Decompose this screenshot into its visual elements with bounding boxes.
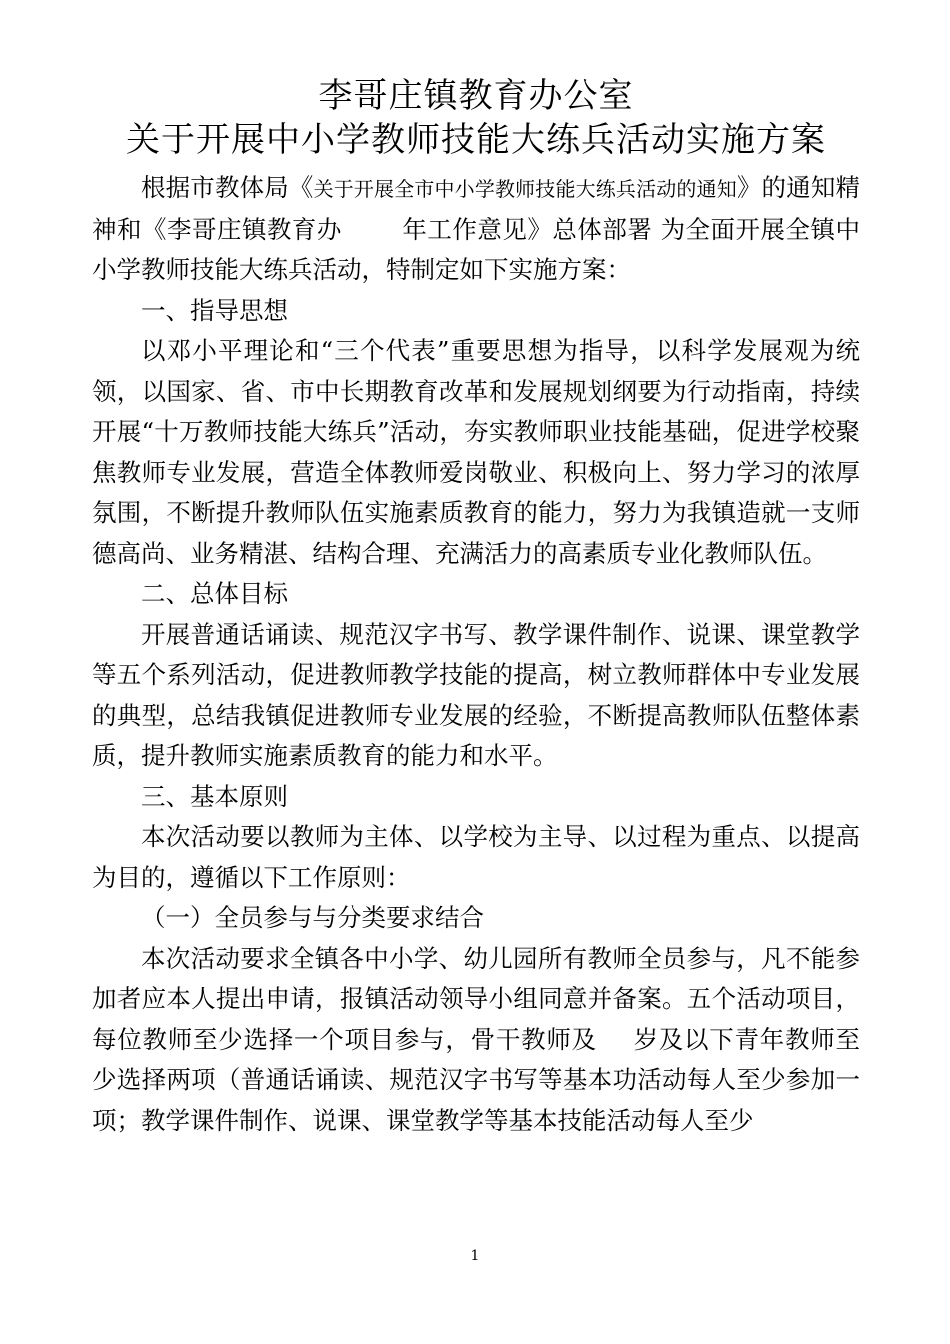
intro-paragraph [92,168,860,291]
intro-text-part-3: 年工作意见》总体部署 为全面开展全镇中小学教师技能大练兵活动，特制定如下实施方案： [92,214,860,284]
section-1-body: 以邓小平理论和“三个代表”重要思想为指导，以科学发展观为统领，以国家、省、市中长期教育改革和发展规划纲要为行动指南，持续开展“十万教师技能大练兵”活动，夯实教师职业技能基础，促进学校聚焦教师专业发展，营造全体教师爱岗敬业、积极向上、努力学习的浓厚氛围，不断提升教师队伍实施素质教育的能力，努力为我镇造就一支师德高尚、业务精湛、结构合理、充满活力的高素质专业化教师队伍。 [92,336,860,568]
section-3-heading: 三、基本原则 [141,781,288,811]
intro-text-part-2: 》的通知精神和《李哥庄镇教育办 [92,173,860,244]
document-title-line-2: 关于开展中小学教师技能大练兵活动实施方案 [126,120,826,160]
document-title-line-1: 李哥庄镇教育办公室 [318,76,634,116]
subsection-1-heading: （一）全员参与与分类要求结合 [141,903,484,932]
document-page [92,74,860,1141]
intro-reference-title: 关于开展全市中小学教师技能大练兵活动的通知 [313,177,737,201]
section-2-heading: 二、总体目标 [141,579,288,608]
section-1-heading: 一、指导思想 [141,295,288,325]
subsection-1-body [92,939,860,1142]
subsection-1-text-part-2: 岁及以下青年教师至少选择两项（普通话诵读、规范汉字书写等基本功活动每人至少参加一项；教学课件制作、说课、课堂教学等基本技能活动每人至少 [92,1024,860,1135]
subsection-1-text-part-1: 本次活动要求全镇各中小学、幼儿园所有教师全员参与，凡不能参加者应本人提出申请，报镇活动领导小组同意并备案。五个活动项目，每位教师至少选择一个项目参与，骨干教师及 [92,943,860,1054]
section-3-body: 本次活动要以教师为主体、以学校为主导、以过程为重点、以提高为目的，遵循以下工作原则： [92,822,860,892]
section-2-body: 开展普通话诵读、规范汉字书写、教学课件制作、说课、课堂教学等五个系列活动，促进教师教学技能的提高，树立教师群体中专业发展的典型，总结我镇促进教师专业发展的经验，不断提高教师队伍整体素质，提升教师实施素质教育的能力和水平。 [92,619,860,770]
page-number: 1 [470,1248,480,1264]
intro-text-part-1: 根据市教体局《 [141,173,314,202]
document-body [92,168,860,1141]
